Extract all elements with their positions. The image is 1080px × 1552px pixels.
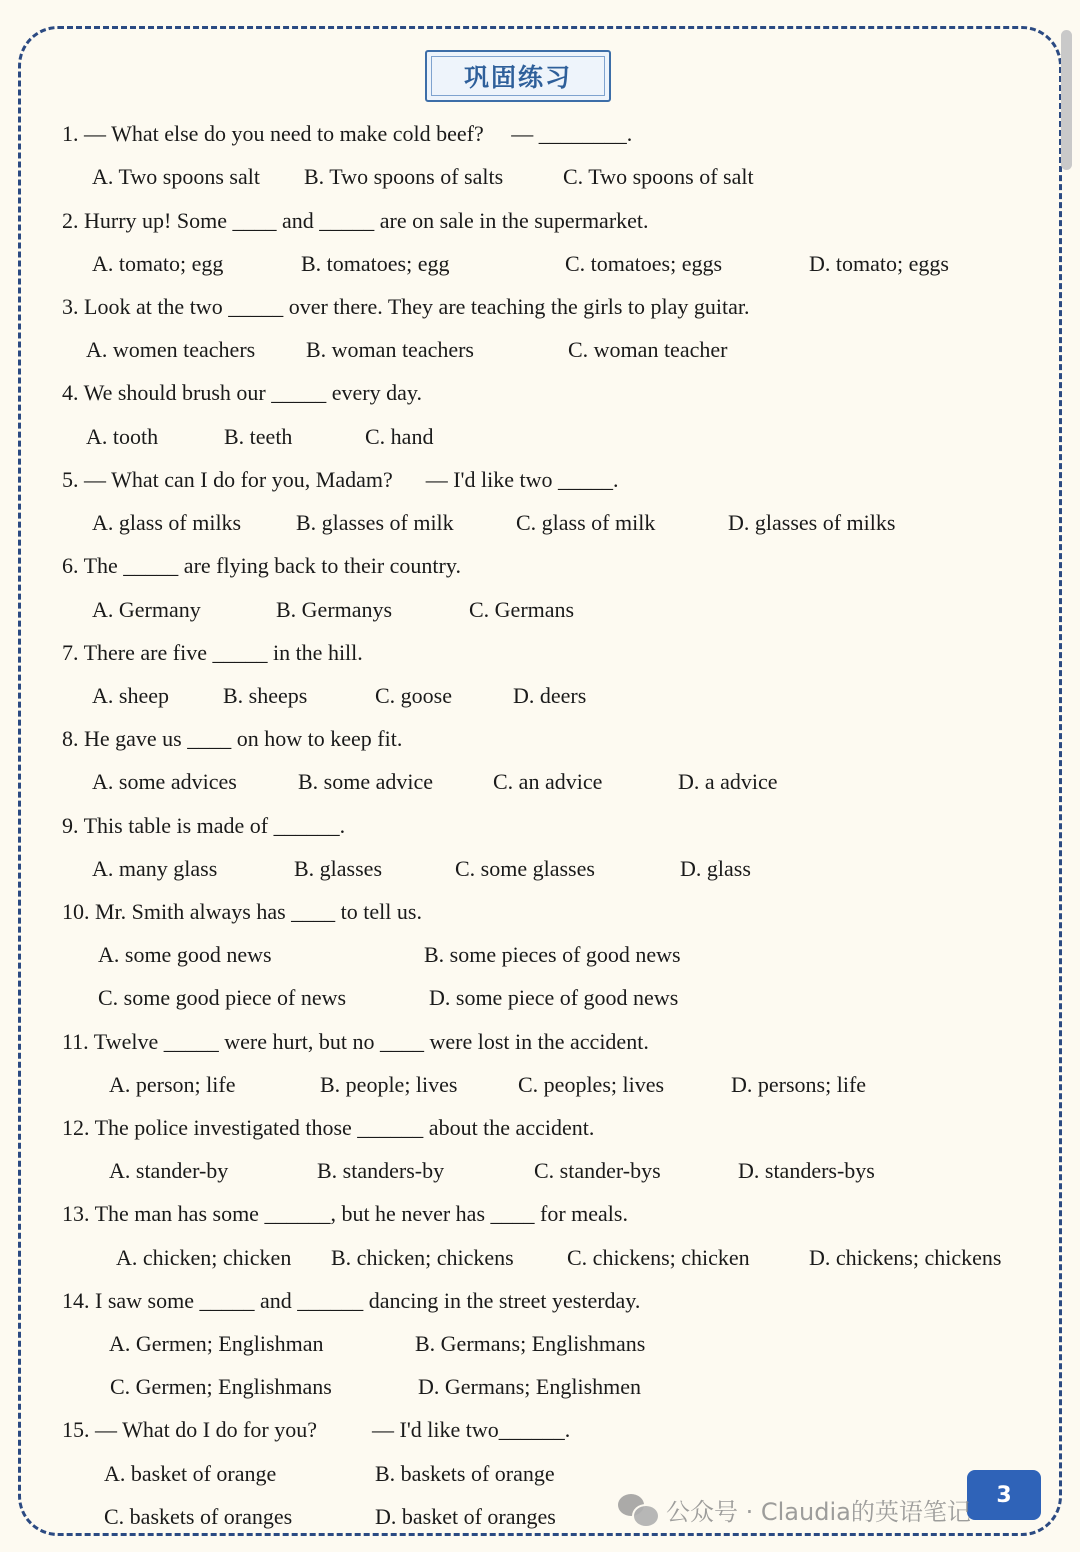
q15-option-a: A. basket of orange [104, 1461, 277, 1486]
q4-option-b: B. teeth [224, 424, 293, 449]
watermark-text: 公众号 · Claudia的英语笔记 [666, 1497, 971, 1526]
page-number-badge [967, 1470, 1041, 1520]
q8-option-c: C. an advice [493, 769, 603, 794]
q3-option-c: C. woman teacher [568, 337, 728, 362]
question-3: 3. Look at the two _____ over there. They are teaching the girls to play guitar. [62, 294, 750, 319]
q9-option-c: C. some glasses [455, 856, 595, 881]
question-10: 10. Mr. Smith always has ____ to tell us. [62, 899, 422, 924]
q7-option-c: C. goose [375, 683, 452, 708]
question-13: 13. The man has some ______, but he never has ____ for meals. [62, 1201, 628, 1226]
question-12: 12. The police investigated those ______ about the accident. [62, 1115, 595, 1140]
question-9: 9. This table is made of ______. [62, 813, 346, 838]
question-7: 7. There are five _____ in the hill. [62, 640, 363, 665]
question-15: 15. — What do I do for you? — I'd like two______. [62, 1417, 571, 1442]
q11-option-a: A. person; life [109, 1072, 236, 1097]
q11-option-b: B. people; lives [320, 1072, 458, 1097]
q11-option-c: C. peoples; lives [518, 1072, 665, 1097]
q15-option-b: B. baskets of orange [375, 1461, 555, 1486]
section-title: 巩固练习 [463, 63, 572, 92]
page-number: 3 [996, 1482, 1012, 1508]
q12-option-c: C. stander-bys [534, 1158, 661, 1183]
q8-option-d: D. a advice [678, 769, 778, 794]
scrollbar-thumb[interactable] [1061, 30, 1072, 170]
q7-option-d: D. deers [513, 683, 587, 708]
q1-option-b: B. Two spoons of salts [304, 164, 504, 189]
q2-option-d: D. tomato; eggs [809, 251, 949, 276]
question-5: 5. — What can I do for you, Madam? — I'd like two _____. [62, 467, 619, 492]
q5-option-d: D. glasses of milks [728, 510, 896, 535]
q9-option-a: A. many glass [92, 856, 218, 881]
question-14: 14. I saw some _____ and ______ dancing in the street yesterday. [62, 1288, 641, 1313]
q14-option-c: C. Germen; Englishmans [110, 1374, 332, 1399]
q9-option-b: B. glasses [294, 856, 382, 881]
q5-option-c: C. glass of milk [516, 510, 656, 535]
q15-option-c: C. baskets of oranges [104, 1504, 293, 1529]
q6-option-c: C. Germans [469, 597, 575, 622]
q2-option-c: C. tomatoes; eggs [565, 251, 723, 276]
question-1: 1. — What else do you need to make cold beef? — ________. [62, 121, 633, 146]
q12-option-a: A. stander-by [109, 1158, 229, 1183]
question-8: 8. He gave us ____ on how to keep fit. [62, 726, 403, 751]
q4-option-c: C. hand [365, 424, 434, 449]
q3-option-a: A. women teachers [86, 337, 256, 362]
q10-option-a: A. some good news [98, 942, 272, 967]
q15-option-d: D. basket of oranges [375, 1504, 556, 1529]
q7-option-a: A. sheep [92, 683, 169, 708]
q8-option-a: A. some advices [92, 769, 237, 794]
q8-option-b: B. some advice [298, 769, 434, 794]
question-11: 11. Twelve _____ were hurt, but no ____ were lost in the accident. [62, 1029, 649, 1054]
q1-option-a: A. Two spoons salt [92, 164, 260, 189]
question-6: 6. The _____ are flying back to their country. [62, 553, 461, 578]
q12-option-d: D. standers-bys [738, 1158, 875, 1183]
watermark [618, 1490, 971, 1528]
q13-option-a: A. chicken; chicken [116, 1245, 292, 1270]
q6-option-b: B. Germanys [276, 597, 393, 622]
q13-option-d: D. chickens; chickens [809, 1245, 1002, 1270]
q14-option-a: A. Germen; Englishman [109, 1331, 324, 1356]
q6-option-a: A. Germany [92, 597, 201, 622]
q3-option-b: B. woman teachers [306, 337, 474, 362]
q9-option-d: D. glass [680, 856, 751, 881]
q13-option-c: C. chickens; chicken [567, 1245, 750, 1270]
q2-option-b: B. tomatoes; egg [301, 251, 450, 276]
question-2: 2. Hurry up! Some ____ and _____ are on sale in the supermarket. [62, 208, 649, 233]
q13-option-b: B. chicken; chickens [331, 1245, 514, 1270]
q11-option-d: D. persons; life [731, 1072, 867, 1097]
question-4: 4. We should brush our _____ every day. [62, 380, 422, 405]
q10-option-b: B. some pieces of good news [424, 942, 681, 967]
q14-option-d: D. Germans; Englishmen [418, 1374, 642, 1399]
section-title-banner [425, 50, 611, 102]
q10-option-c: C. some good piece of news [98, 985, 347, 1010]
q7-option-b: B. sheeps [223, 683, 308, 708]
wechat-icon [618, 1492, 658, 1526]
q5-option-a: A. glass of milks [92, 510, 242, 535]
q4-option-a: A. tooth [86, 424, 159, 449]
q2-option-a: A. tomato; egg [92, 251, 224, 276]
q14-option-b: B. Germans; Englishmans [415, 1331, 646, 1356]
q1-option-c: C. Two spoons of salt [563, 164, 754, 189]
q12-option-b: B. standers-by [317, 1158, 445, 1183]
q5-option-b: B. glasses of milk [296, 510, 454, 535]
q10-option-d: D. some piece of good news [429, 985, 679, 1010]
